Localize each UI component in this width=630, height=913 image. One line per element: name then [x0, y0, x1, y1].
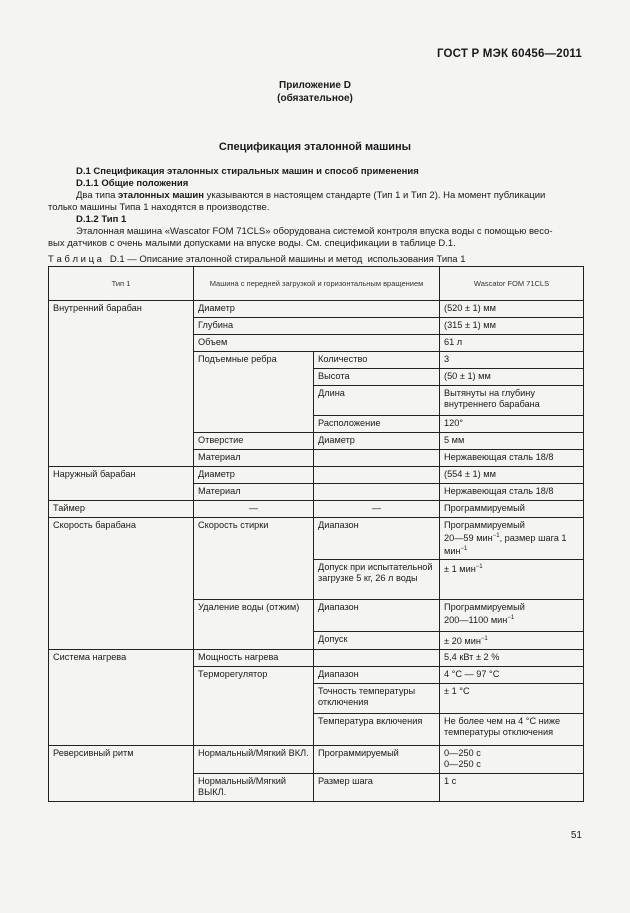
thermo-on-value: Не более чем на 4 °С ниже температуры отключения — [440, 714, 584, 746]
diameter-value: (520 ± 1) мм — [440, 301, 584, 318]
d12-paragraph-line1: Эталонная машина «Wascator FOM 71CLS» оборудована системой контроля впуска воды с помощью весо- — [76, 226, 553, 237]
length-value: Вытянуты на глубину внутреннего барабана — [440, 386, 584, 416]
thermo-range-value: 4 °С — 97 °С — [440, 667, 584, 684]
height-value: (50 ± 1) мм — [440, 369, 584, 386]
appendix-subtitle: (обязательное) — [277, 93, 353, 104]
spin-range-value: Программируемый 200—1100 мин$^{-1}$ — [440, 600, 584, 632]
spec-table — [48, 266, 584, 802]
thermo-accuracy-value: ± 1 °С — [440, 684, 584, 714]
d11-paragraph-line1: Два типа эталонных машин указываются в настоящем стандарте (Тип 1 и Тип 2). На момент публикации — [76, 190, 546, 201]
material-value: Нержавеющая сталь 18/8 — [440, 450, 584, 467]
programmable-label: Программируемый — [314, 746, 440, 774]
d1-heading: D.1 Спецификация эталонных стиральных машин и способ применения — [76, 166, 419, 177]
d12-paragraph-line2: вых датчиков с очень малыми допусками на впуске воды. См. спецификации в таблице D.1. — [48, 238, 456, 249]
quantity-label: Количество — [314, 352, 440, 369]
step-value: 1 с — [440, 774, 584, 802]
thermoregulator-label: Терморегулятор — [194, 667, 314, 746]
outer-material-label: Материал — [194, 484, 314, 501]
hole-value: 5 мм — [440, 433, 584, 450]
heating-label: Система нагрева — [49, 650, 194, 746]
depth-value: (315 ± 1) мм — [440, 318, 584, 335]
heat-power-value: 5,4 кВт ± 2 % — [440, 650, 584, 667]
wash-speed-label: Скорость стирки — [194, 518, 314, 600]
wash-range-label: Диапазон — [314, 518, 440, 560]
appendix-title: Приложение D — [279, 80, 351, 91]
programmable-value: 0—250 с 0—250 с — [440, 746, 584, 774]
test-tolerance-label: Допуск при испытательной загрузке 5 кг, 26 л воды — [314, 560, 440, 600]
height-label: Высота — [314, 369, 440, 386]
timer-dash-1: — — [194, 501, 314, 518]
reverse-label: Реверсивный ритм — [49, 746, 194, 802]
thermo-on-label: Температура включения — [314, 714, 440, 746]
material-label: Материал — [194, 450, 314, 467]
lift-ribs-label: Подъемные ребра — [194, 352, 314, 433]
thermo-accuracy-label: Точность температуры отключения — [314, 684, 440, 714]
table-caption: Т а б л и ц а D.1 — Описание эталонной стиральной машины и метод использования Типа 1 — [48, 254, 466, 265]
header-machine: Машина с передней загрузкой и горизонтальным вращением — [194, 267, 440, 301]
depth-label: Глубина — [194, 318, 440, 335]
outer-diameter-value: (554 ± 1) мм — [440, 467, 584, 484]
hole-diameter-label: Диаметр — [314, 433, 440, 450]
position-label: Расположение — [314, 416, 440, 433]
spin-tolerance-label: Допуск — [314, 632, 440, 650]
thermo-range-label: Диапазон — [314, 667, 440, 684]
heat-power-label: Мощность нагрева — [194, 650, 314, 667]
normal-off-label: Нормальный/Мягкий ВЫКЛ. — [194, 774, 314, 802]
diameter-label: Диаметр — [194, 301, 440, 318]
spin-range-label: Диапазон — [314, 600, 440, 632]
length-label: Длина — [314, 386, 440, 416]
position-value: 120° — [440, 416, 584, 433]
standard-header: ГОСТ Р МЭК 60456—2011 — [436, 48, 582, 60]
volume-label: Объем — [194, 335, 440, 352]
header-model: Wascator FOM 71CLS — [440, 267, 584, 301]
test-tolerance-value: ± 1 мин$^{-1}$ — [440, 560, 584, 600]
volume-value: 61 л — [440, 335, 584, 352]
step-label: Размер шага — [314, 774, 440, 802]
d11-paragraph-line2: только машины Типа 1 находятся в производстве. — [48, 202, 270, 213]
section-title: Спецификация эталонной машины — [218, 141, 412, 153]
spin-tolerance-value: ± 20 мин$^{-1}$ — [440, 632, 584, 650]
inner-drum-label: Внутренний барабан — [49, 301, 194, 467]
header-type: Тип 1 — [49, 267, 194, 301]
quantity-value: 3 — [440, 352, 584, 369]
wash-range-value: Программируемый 20—59 мин$^{-1}$, размер шага 1 мин$^{-1}$ — [440, 518, 584, 560]
timer-label: Таймер — [49, 501, 194, 518]
d11-heading: D.1.1 Общие положения — [76, 178, 189, 189]
normal-on-label: Нормальный/Мягкий ВКЛ. — [194, 746, 314, 774]
hole-label: Отверстие — [194, 433, 314, 450]
drum-speed-label: Скорость барабана — [49, 518, 194, 650]
page-number: 51 — [570, 830, 582, 841]
d12-heading: D.1.2 Тип 1 — [76, 214, 127, 225]
outer-material-value: Нержавеющая сталь 18/8 — [440, 484, 584, 501]
timer-dash-2: — — [314, 501, 440, 518]
outer-diameter-label: Диаметр — [194, 467, 314, 484]
timer-value: Программируемый — [440, 501, 584, 518]
outer-drum-label: Наружный барабан — [49, 467, 194, 501]
spin-label: Удаление воды (отжим) — [194, 600, 314, 650]
